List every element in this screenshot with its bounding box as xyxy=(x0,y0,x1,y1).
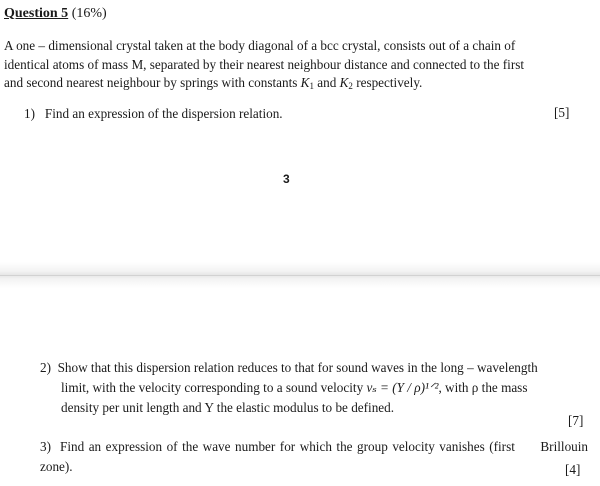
question-intro xyxy=(4,37,589,96)
page-number: 3 xyxy=(283,172,290,186)
part-2-marks: [7] xyxy=(568,413,584,428)
part-3-line-1-text: Find an expression of the wave number for which the group velocity vanishes (first xyxy=(60,439,515,454)
part-2-line-2-start: limit, with the velocity corresponding to a sound velocity xyxy=(61,380,367,395)
question-heading: Question 5 xyxy=(4,6,69,21)
part-2-line-1-text: Show that this dispersion relation reduces to that for sound waves in the long – wavelength xyxy=(57,360,538,375)
page-break-line xyxy=(0,275,600,276)
intro-line-3-end: respectively. xyxy=(352,75,423,90)
question-title xyxy=(4,6,107,22)
k1-subscript: 1 xyxy=(309,81,314,91)
part-2-line-1 xyxy=(40,358,588,378)
part-2 xyxy=(40,358,588,418)
part-3-line-1 xyxy=(40,439,515,454)
k2-symbol: K xyxy=(339,75,349,90)
intro-line-3 xyxy=(4,74,589,96)
part-2-line-2 xyxy=(40,378,588,398)
intro-line-3-start: and second nearest neighbour by springs with constants xyxy=(4,75,301,90)
part-2-line-2-end: , with ρ the mass xyxy=(438,380,528,395)
part-3-marks: [4] xyxy=(565,462,581,477)
and-word: and xyxy=(313,75,340,90)
part-1-marks: [5] xyxy=(554,105,570,120)
part-1 xyxy=(24,104,578,124)
k1-symbol: K xyxy=(300,75,310,90)
part-2-line-3: density per unit length and Y the elastic modulus to be defined. xyxy=(61,400,395,415)
intro-line-2: identical atoms of mass M, separated by their nearest neighbour distance and connected to the first xyxy=(4,56,525,72)
k2-subscript: 2 xyxy=(348,81,353,91)
intro-line-1: A one – dimensional crystal taken at the body diagonal of a bcc crystal, consists out of a chain of xyxy=(4,38,516,53)
part-1-number: 1) xyxy=(24,106,35,121)
question-weight: (16%) xyxy=(71,6,107,21)
part-3-line-2: Brillouin zone). xyxy=(40,439,589,474)
part-2-number: 2) xyxy=(40,360,51,375)
part-1-text: Find an expression of the dispersion relation. xyxy=(44,106,283,121)
part-3 xyxy=(40,437,588,477)
part-3-number: 3) xyxy=(40,439,51,454)
sound-velocity-formula: vₛ = (Y / ρ)¹ᐟ² xyxy=(366,380,439,395)
